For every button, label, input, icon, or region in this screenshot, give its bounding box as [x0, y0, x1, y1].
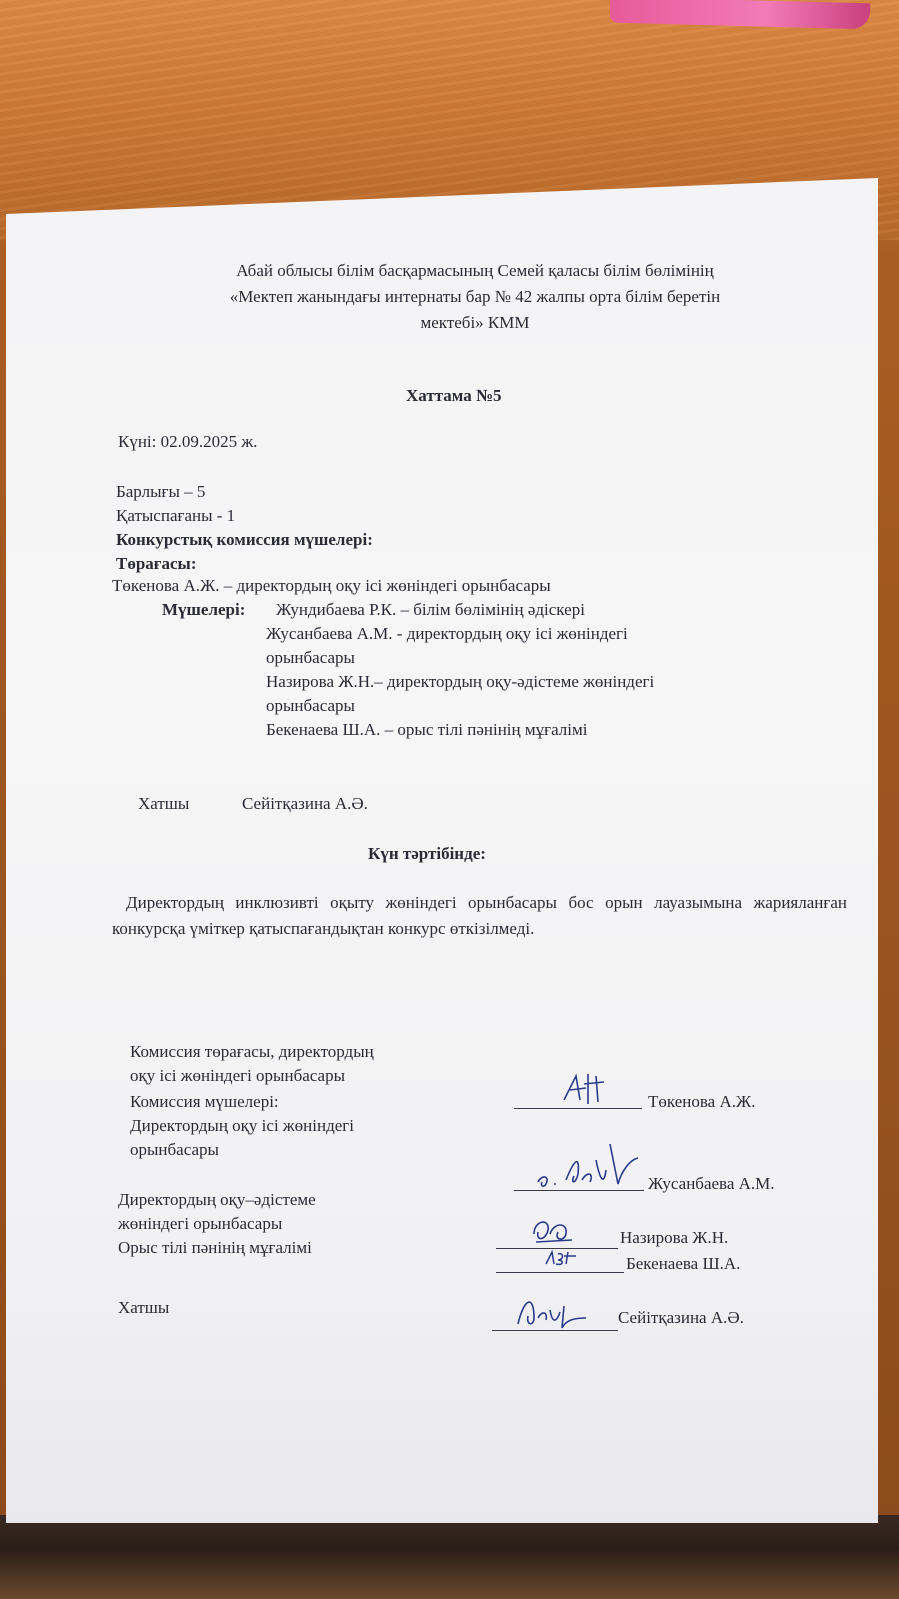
members-label: Мүшелері: — [162, 600, 246, 619]
sig-chair-role-2: оқу ісі жөніндегі орынбасары — [130, 1066, 345, 1085]
secretary-label: Хатшы — [138, 794, 190, 813]
sig-m2-name: Назирова Ж.Н. — [620, 1228, 729, 1247]
sig-m3-role: Орыс тілі пәнінің мұғалімі — [118, 1238, 312, 1257]
sig-chair-name: Төкенова А.Ж. — [648, 1092, 756, 1111]
secretary-name: Сейітқазина А.Ә. — [242, 794, 368, 813]
sig-m1-role-1: Директордың оқу ісі жөніндегі — [130, 1116, 354, 1135]
header-line-1: Абай облысы білім басқармасының Семей қаласы білім бөлімінің — [236, 261, 714, 280]
attendance-total: Барлығы – 5 — [116, 482, 206, 501]
member-entry: орынбасары — [266, 696, 355, 715]
member-entry: орынбасары — [266, 648, 355, 667]
document-header — [150, 258, 800, 336]
member-entry: Бекенаева Ш.А. – орыс тілі пәнінің мұғалімі — [266, 720, 588, 739]
agenda-text: Директордың инклюзивті оқыту жөніндегі орынбасары бос орын лауазымына жарияланған конкурсқа үміткер қатыспағандықтан конкурс өткізілмеді. — [112, 893, 847, 938]
bottom-background — [0, 1515, 899, 1599]
sig-m1-role-2: орынбасары — [130, 1140, 219, 1159]
sig-chair-role-1: Комиссия төрағасы, директордың — [130, 1042, 374, 1061]
member-entry: Жундибаева Р.К. – білім бөлімінің әдіскері — [276, 600, 585, 619]
protocol-date: Күні: 02.09.2025 ж. — [118, 432, 258, 451]
signature-mark-chair — [560, 1070, 610, 1115]
member-entry: Жусанбаева А.М. - директордың оқу ісі жөніндегі — [266, 624, 628, 643]
agenda-heading: Күн тәртібінде: — [368, 844, 486, 863]
signature-mark-m3 — [542, 1246, 582, 1275]
sig-secretary-role: Хатшы — [118, 1298, 170, 1317]
sig-m3-name: Бекенаева Ш.А. — [626, 1254, 741, 1273]
sig-secretary-name: Сейітқазина А.Ә. — [618, 1308, 744, 1327]
chair-entry: Төкенова А.Ж. – директордың оқу ісі жөніндегі орынбасары — [112, 576, 551, 595]
commission-heading: Конкурстық комиссия мүшелері: — [116, 530, 373, 549]
sig-m2-role-2: жөніндегі орынбасары — [118, 1214, 283, 1233]
attendance-absent: Қатыспағаны - 1 — [116, 506, 236, 525]
signature-mark-m1 — [534, 1140, 644, 1201]
member-entry: Назирова Ж.Н.– директордың оқу-әдістеме жөніндегі — [266, 672, 655, 691]
sig-members-label: Комиссия мүшелері: — [130, 1092, 279, 1111]
sig-m1-name: Жусанбаева А.М. — [648, 1174, 775, 1193]
sig-m2-role-1: Директордың оқу–әдістеме — [118, 1190, 316, 1209]
protocol-title: Хаттама №5 — [406, 386, 502, 405]
signature-mark-secretary — [512, 1288, 592, 1337]
header-line-3: мектебі» КММ — [420, 313, 530, 332]
chair-label: Төрағасы: — [116, 554, 197, 573]
header-line-2: «Мектеп жанындағы интернаты бар № 42 жалпы орта білім беретін — [229, 287, 721, 306]
